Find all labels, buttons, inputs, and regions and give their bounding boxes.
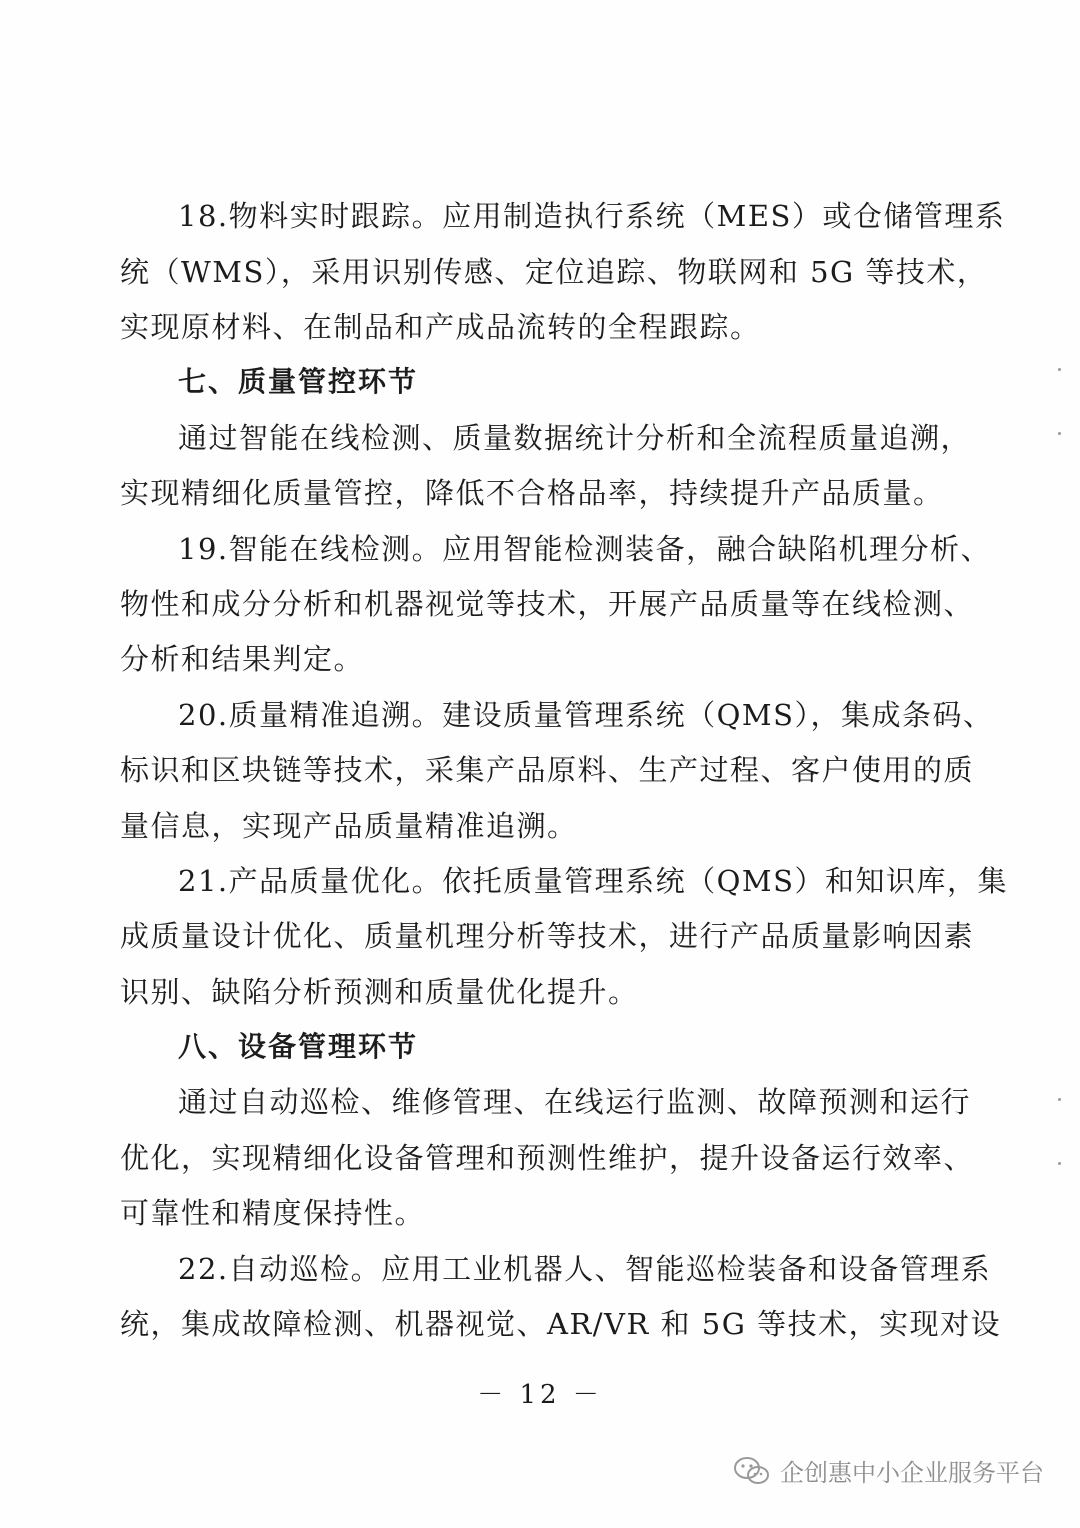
paragraph-line: 标识和区块链等技术，采集产品原料、生产过程、客户使用的质 — [120, 753, 975, 787]
scan-speck — [1058, 432, 1061, 435]
watermark — [732, 1453, 1044, 1488]
paragraph-line: 通过自动巡检、维修管理、在线运行监测、故障预测和运行 — [178, 1085, 972, 1119]
wechat-icon — [732, 1455, 772, 1487]
paragraph-line: 统，集成故障检测、机器视觉、AR/VR 和 5G 等技术，实现对设 — [120, 1307, 1002, 1341]
paragraph-line: 21.产品质量优化。依托质量管理系统（QMS）和知识库，集 — [178, 864, 1008, 898]
paragraph-line: 18.物料实时跟踪。应用制造执行系统（MES）或仓储管理系 — [178, 199, 1006, 233]
watermark-text: 企创惠中小企业服务平台 — [780, 1459, 1044, 1487]
paragraph-line: 识别、缺陷分析预测和质量优化提升。 — [120, 975, 639, 1009]
paragraph-line: 统（WMS），采用识别传感、定位追踪、物联网和 5G 等技术， — [120, 255, 988, 289]
paragraph-line: 19.智能在线检测。应用智能检测装备，融合缺陷机理分析、 — [178, 532, 992, 566]
paragraph-line: 成质量设计优化、质量机理分析等技术，进行产品质量影响因素 — [120, 919, 975, 953]
scan-speck — [1058, 368, 1061, 371]
section-heading: 七、质量管控环节 — [178, 365, 419, 398]
paragraph-line: 物性和成分分析和机器视觉等技术，开展产品质量等在线检测、 — [120, 587, 975, 621]
paragraph-line: 分析和结果判定。 — [120, 642, 365, 676]
paragraph-line: 优化，实现精细化设备管理和预测性维护，提升设备运行效率、 — [120, 1141, 975, 1175]
page-number: － 12 － — [477, 1380, 603, 1410]
paragraph-line: 通过智能在线检测、质量数据统计分析和全流程质量追溯， — [178, 421, 972, 455]
paragraph-line: 实现精细化质量管控，降低不合格品率，持续提升产品质量。 — [120, 476, 944, 510]
paragraph-line: 20.质量精准追溯。建设质量管理系统（QMS），集成条码、 — [178, 698, 994, 732]
scan-speck — [1058, 1098, 1061, 1101]
section-heading: 八、设备管理环节 — [178, 1030, 419, 1063]
paragraph-line: 可靠性和精度保持性。 — [120, 1196, 426, 1230]
scan-speck — [1058, 1162, 1061, 1165]
paragraph-line: 量信息，实现产品质量精准追溯。 — [120, 809, 578, 843]
paragraph-line: 22.自动巡检。应用工业机器人、智能巡检装备和设备管理系 — [178, 1252, 992, 1286]
paragraph-line: 实现原材料、在制品和产成品流转的全程跟踪。 — [120, 310, 761, 344]
